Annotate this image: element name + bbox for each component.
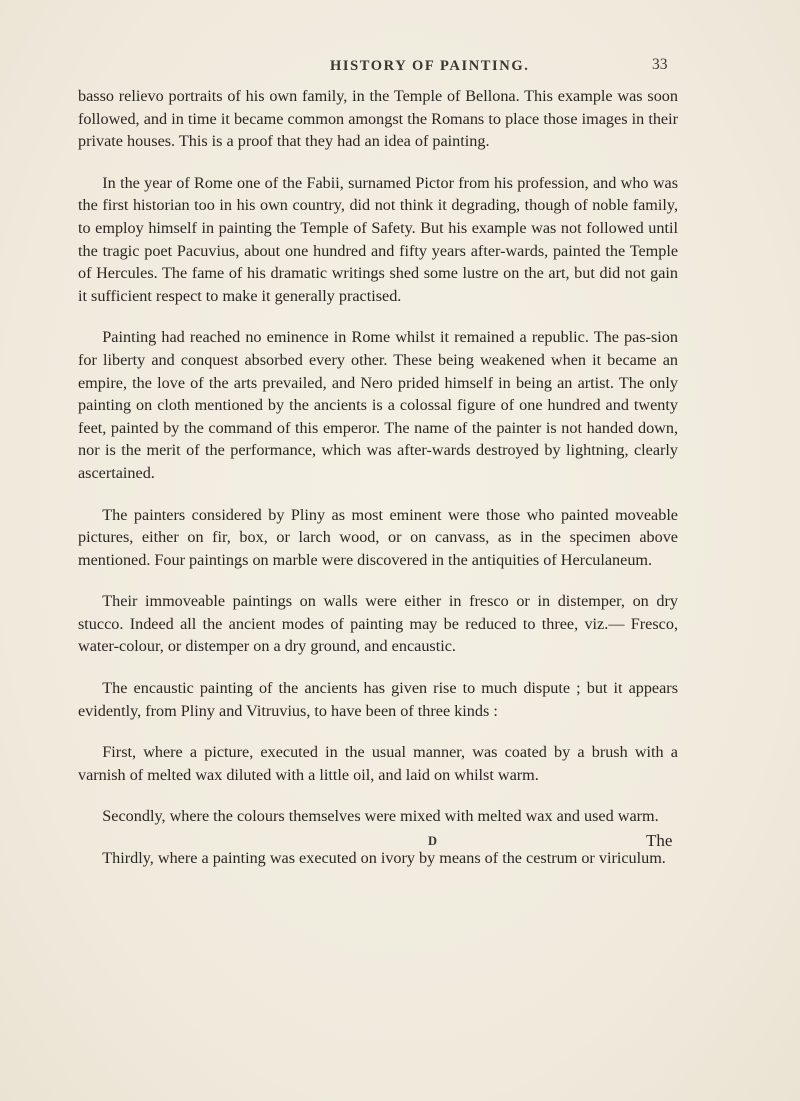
body-text: [78, 85, 678, 889]
paragraph-1: basso relievo portraits of his own family, in the Temple of Bellona. This example was soon followed, and in time it became common amongst the Romans to place those images in their private houses. This is a proof that they had an idea of painting.: [78, 87, 678, 151]
catchword: The: [646, 831, 673, 850]
paragraph-9: Thirdly, where a painting was executed on ivory by means of the cestrum or viriculum.: [102, 849, 666, 868]
paragraph-5: Their immoveable paintings on walls were either in fresco or in distemper, on dry stucco. Indeed all the ancient modes of painting may be reduced to three, viz.— Fresco, water-colour, or distemper on a dry ground, and encaustic.: [78, 592, 678, 656]
running-head: HISTORY OF PAINTING.: [330, 58, 530, 74]
paragraph-4: The painters considered by Pliny as most eminent were those who painted moveable pictures, either on fir, box, or larch wood, or on canvass, as in the specimen above mentioned. Four paintings on marble were discovered in the antiquities of Herculaneum.: [78, 505, 678, 569]
signature-mark: D: [428, 834, 438, 848]
paragraph-8: Secondly, where the colours themselves were mixed with melted wax and used warm.: [102, 807, 659, 826]
paragraph-2: In the year of Rome one of the Fabii, surnamed Pictor from his profession, and who was the first historian too in his own country, did not think it degrading, though of noble family, to employ himself in painting the Temple of Safety. But his example was not followed until the tragic poet Pacuvius, about one hundred and fifty years after-wards, painted the Temple of Hercules. The fame of his dramatic writings shed some lustre on the art, but did not gain it sufficient respect to make it generally practised.: [78, 173, 678, 305]
paragraph-7: First, where a picture, executed in the usual manner, was coated by a brush with a varnish of melted wax diluted with a little oil, and laid on whilst warm.: [78, 743, 678, 784]
paragraph-6: The encaustic painting of the ancients has given rise to much dispute ; but it appears evidently, from Pliny and Vitruvius, to have been of three kinds :: [78, 679, 678, 720]
page-number: 33: [652, 56, 668, 73]
paragraph-3: Painting had reached no eminence in Rome whilst it remained a republic. The pas-sion for liberty and conquest absorbed every other. These being weakened when it became an empire, the love of the arts prevailed, and Nero prided himself in being an artist. The only painting on cloth mentioned by the ancients is a colossal figure of one hundred and twenty feet, painted by the command of this emperor. The name of the painter is not handed down, nor is the merit of the performance, which was after-wards destroyed by lightning, clearly ascertained.: [78, 328, 678, 482]
